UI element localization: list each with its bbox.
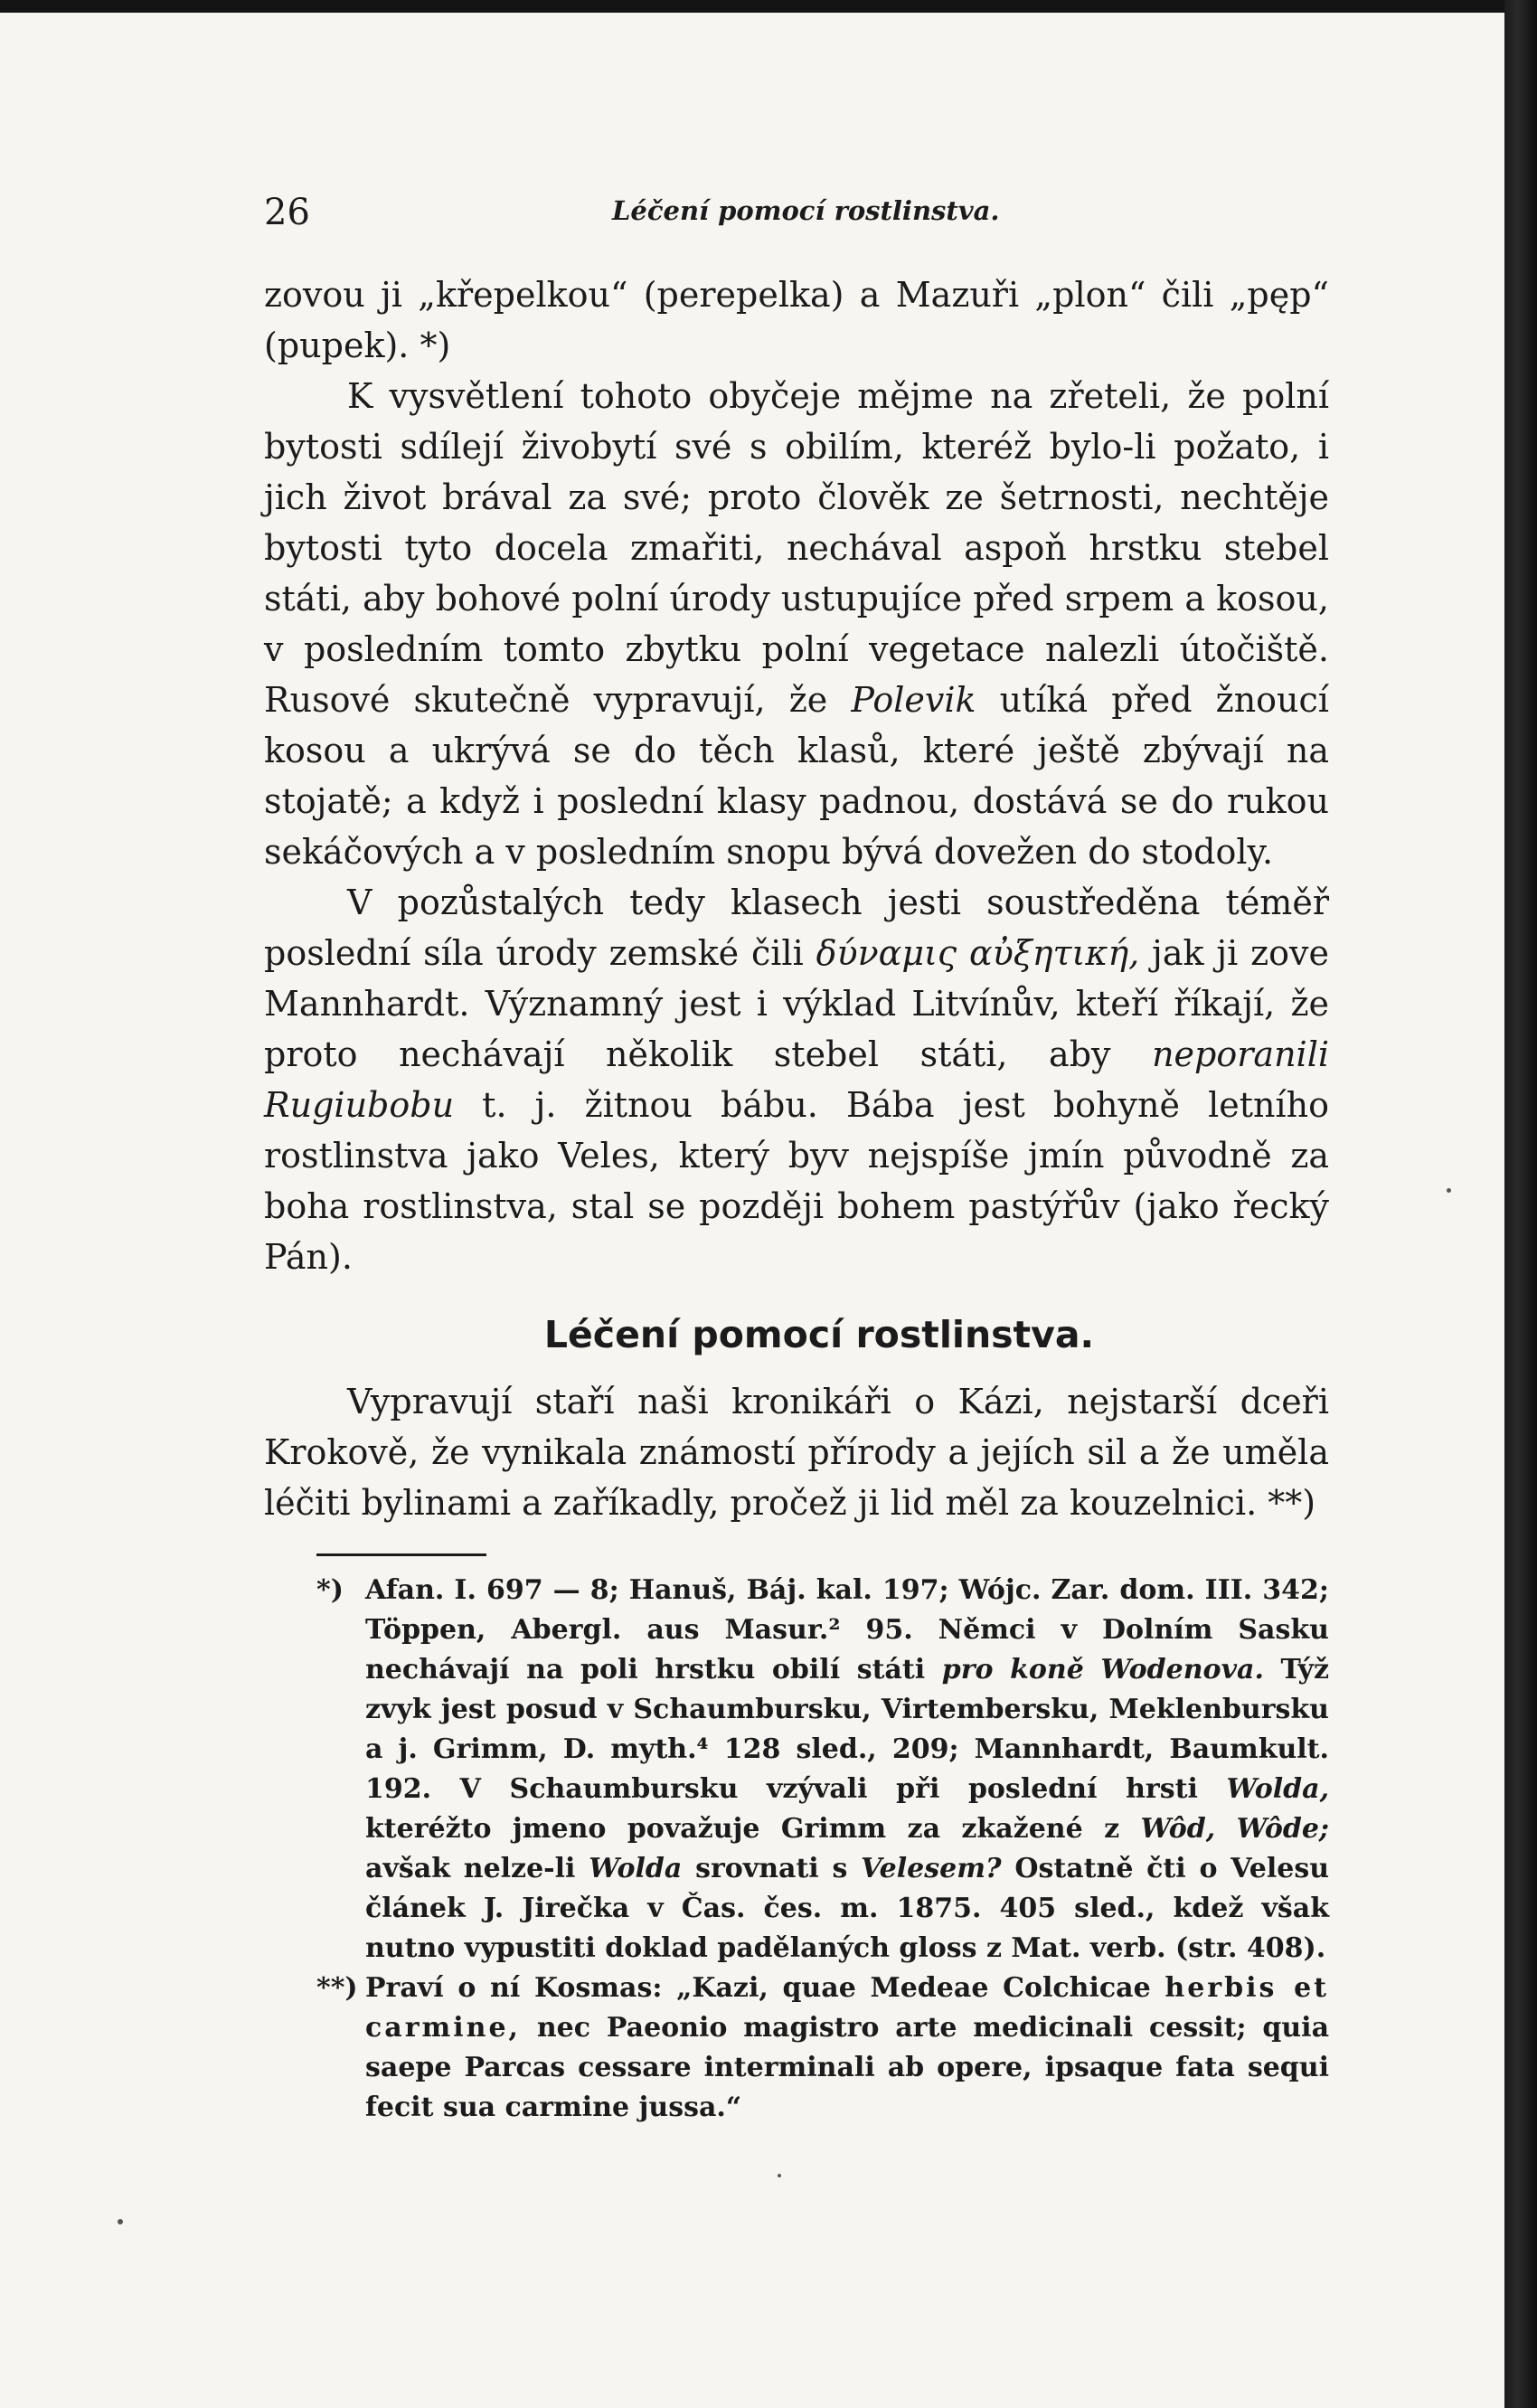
main-text [264,269,1329,2128]
running-title: Léčení pomocí rostlinstva. [612,195,1000,226]
italic-term: Polevik [851,680,976,720]
paragraph-explanation [264,371,1329,877]
footnote-italic: Wolda [589,1853,683,1884]
footnote-segment: Afan. I. 697 — 8; Hanuš, Báj. kal. 197; Wójc. Zar. dom. III. 342; Töppen, Abergl. aus Masur.² 95. Němci v Dolním Sasku nechávají na poli hrstku obilí státi [365,1574,1329,1686]
paragraph-kazi: Vypravují staří naši kronikáři o Kázi, nejstarší dceři Krokově, že vynikala známostí přírody a jejích sil a že uměla léčiti bylinami a zaříkadly, pročež ji lid měl za kouzelnici. **) [264,1382,1329,1523]
footnote-italic: Wolda, [1226,1773,1330,1805]
page-number: 26 [264,192,310,233]
footnote-marker: *) [316,1574,344,1606]
paragraph-text: jak ji zove Mannhardt. Významný jest i výklad Litvínův, kteří říkají, že proto nechávají několik stebel státi, aby [264,933,1329,1074]
footnote-italic: Wôd, Wôde; [1140,1813,1330,1845]
footnotes [264,1571,1329,2128]
book-page [0,13,1504,2408]
paragraph-remaining-ears [264,877,1329,1282]
greek-term: δύναμις αὐξητική, [816,933,1140,973]
footnote-segment: nec Paeonio magistro arte medicinali cessit; quia saepe Parcas cessare interminali ab opere, ipsaque fata sequi fecit sua carmine jussa.“ [365,2012,1330,2123]
footnote-text [365,1571,1329,1969]
scan-speck [778,2174,781,2177]
paragraph-continuation: zovou ji „křepelkou“ (perepelka) a Mazuři „plon“ čili „pęp“ (pupek). *) [264,275,1329,365]
paragraph-text: utíká před žnoucí kosou a ukrývá se do těch klasů, které ještě zbývají na stojatě; a když i poslední klasy padnou, dostává se do rukou sekáčových a v posledním snopu bývá dovežen do stodoly. [264,680,1329,872]
footnote-segment: Ostatně čti o Velesu článek J. Jirečka v Čas. čes. m. 1875. 405 sled., kdež však nutno vypustiti doklad padělaných gloss z Mat. verb. (str. 408). [365,1853,1330,1964]
paragraph-text: V pozůstalých tedy klasech jesti soustředěna téměř poslední síla úrody zemské čili [264,883,1329,973]
footnote-segment: kteréžto jmeno považuje Grimm za zkažené z [365,1813,1120,1845]
section-heading: Léčení pomocí rostlinstva. [543,1313,1095,1356]
footnote-segment: srovnati s [695,1853,848,1884]
footnote-marker: **) [316,1972,358,2004]
paragraph-text: t. j. žitnou bábu. Bába jest bohyně letního rostlinstva jako Veles, který byv nejspíše jmín původně za boha rostlinstva, stal se později bohem pastýřův (jako řecký Pán). [264,1085,1329,1277]
footnote-spaced: herbis et carmine, [365,1972,1330,2044]
page-header [264,184,1331,239]
footnote-segment: Praví o ní Kosmas: „Kazi, quae Medeae Colchicae [365,1972,1151,2004]
scan-speck [1447,1188,1451,1193]
footnote-segment: avšak nelze-li [365,1853,576,1884]
footnote-rule [316,1553,486,1556]
paragraph-text: K vysvětlení tohoto obyčeje mějme na zřeteli, že polní bytosti sdílejí živobytí své s obilím, kteréž bylo-li požato, i jich život brával za své; proto člověk ze šetrnosti, nechtěje bytosti tyto docela zmařiti, nechával aspoň hrstku stebel státi, aby bohové polní úrody ustupujíce před srpem a kosou, v posledním tomto zbytku polní vegetace nalezli útočiště. Rusové skutečně vypravují, že [264,376,1329,720]
page-edge-shadow [1504,0,1537,2408]
italic-term: neporanili Rugiubobu [264,1034,1329,1125]
footnote-2 [316,1969,1329,2128]
footnote-italic: Velesem? [861,1853,1002,1884]
footnote-segment: Týž zvyk jest posud v Schaumbursku, Virtembersku, Meklenbursku a j. Grimm, D. myth.⁴ 128 sled., 209; Mannhardt, Baumkult. 192. V Schaumbursku vzývali při poslední hrsti [365,1654,1329,1805]
scan-speck [118,2219,123,2224]
footnote-text [365,1969,1329,2128]
footnote-italic: pro koně Wodenova. [941,1654,1264,1686]
footnote-1 [316,1571,1329,1969]
